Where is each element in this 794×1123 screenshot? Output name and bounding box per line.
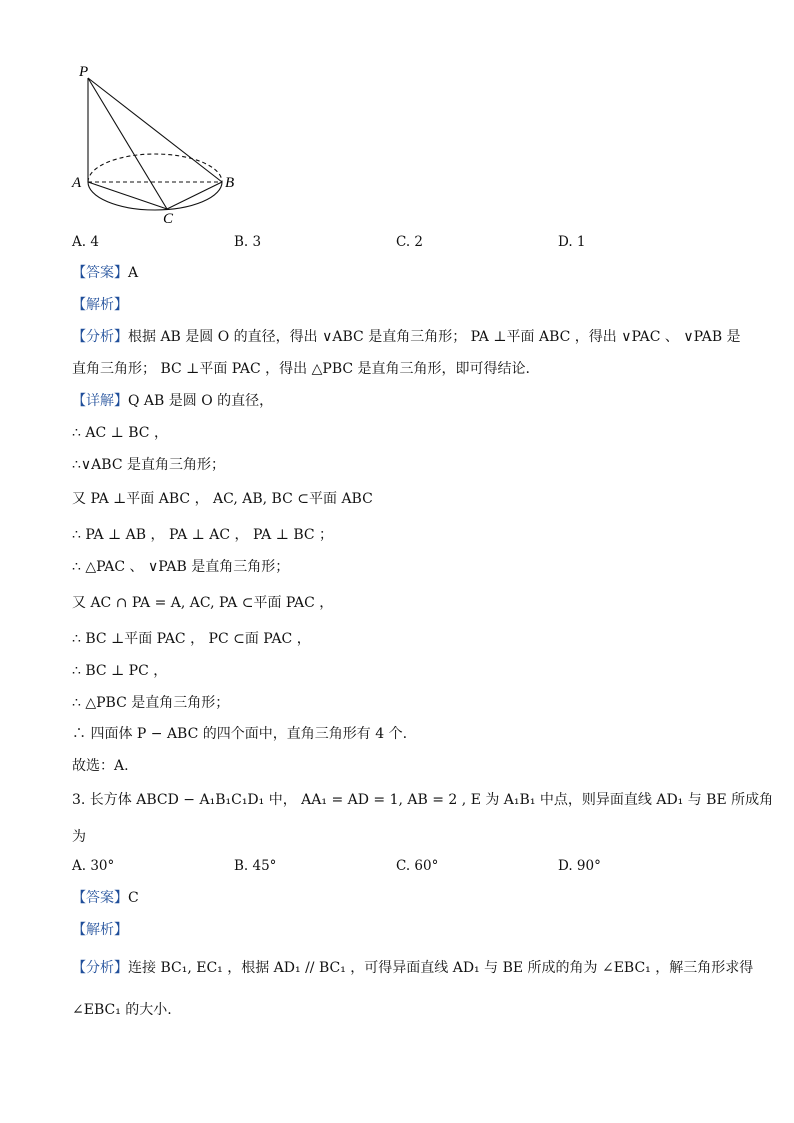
q2-fenxi-line2: 直角三角形； BC ⊥平面 PAC ，得出 △PBC 是直角三角形，即可得结论. <box>72 361 530 377</box>
q2-fenxi-line1 <box>72 327 741 347</box>
label-b: B <box>225 175 235 191</box>
q2-detail-line6: ∴ △PAC 、 ∨PAB 是直角三角形； <box>72 559 290 575</box>
fenxi-text: 连接 BC₁, EC₁ ，根据 AD₁ // BC₁ ，可得异面直线 AD₁ 与 BE 所成的角为 ∠EBC₁ ，解三角形求得 <box>128 960 754 976</box>
q3-stem-line2: 为 <box>72 829 86 845</box>
q3-analysis-tag: 【解析】 <box>72 922 128 938</box>
q3-option-d: D. 90° <box>558 858 601 874</box>
segment-pb <box>88 78 222 182</box>
q2-answer <box>72 263 138 283</box>
q3-option-b: B. 45° <box>234 858 277 874</box>
detail-text: Q AB 是圆 O 的直径， <box>128 393 274 409</box>
q2-detail-line8: ∴ BC ⊥平面 PAC ， PC ⊂面 PAC ， <box>72 631 311 647</box>
q2-option-c: C. 2 <box>396 234 424 250</box>
fenxi-tag: 【分析】 <box>72 329 128 345</box>
pyramid-figure <box>70 60 250 230</box>
q3-option-c: C. 60° <box>396 858 439 874</box>
label-p: P <box>79 64 89 80</box>
label-c: C <box>163 211 174 227</box>
answer-tag: 【答案】 <box>72 890 128 906</box>
fenxi-text: 根据 AB 是圆 O 的直径，得出 ∨ABC 是直角三角形； PA ⊥平面 ABC ，得出 ∨PAC 、 ∨PAB 是 <box>128 329 741 345</box>
q2-detail-line12: 故选：A. <box>72 758 129 774</box>
q2-analysis-tag: 【解析】 <box>72 297 128 313</box>
q3-fenxi-line2: ∠EBC₁ 的大小. <box>72 1002 172 1018</box>
segment-pc <box>88 78 167 209</box>
answer-value: C <box>128 890 139 906</box>
label-a: A <box>72 175 82 191</box>
q2-option-a: A. 4 <box>72 234 99 250</box>
answer-tag: 【答案】 <box>72 265 128 281</box>
q2-detail-line7: 又 AC ∩ PA = A, AC, PA ⊂平面 PAC ， <box>72 595 334 611</box>
q2-detail-line5: ∴ PA ⊥ AB ， PA ⊥ AC ， PA ⊥ BC ； <box>72 527 334 543</box>
q2-detail-line9: ∴ BC ⊥ PC ， <box>72 663 168 679</box>
segment-ac <box>88 182 167 209</box>
base-ellipse-front <box>88 182 222 210</box>
q3-answer <box>72 888 139 908</box>
q2-detail-line1 <box>72 391 273 411</box>
q2-option-d: D. 1 <box>558 234 586 250</box>
q3-option-a: A. 30° <box>72 858 115 874</box>
q2-detail-line11: ∴ 四面体 P − ABC 的四个面中，直角三角形有 4 个. <box>72 726 408 742</box>
detail-tag: 【详解】 <box>72 393 128 409</box>
answer-value: A <box>128 265 139 281</box>
q2-detail-line2: ∴ AC ⊥ BC ， <box>72 425 168 441</box>
q2-option-b: B. 3 <box>234 234 262 250</box>
q3-fenxi-line1 <box>72 958 753 978</box>
q2-detail-line4: 又 PA ⊥平面 ABC ， AC, AB, BC ⊂平面 ABC <box>72 491 373 507</box>
fenxi-tag: 【分析】 <box>72 960 128 976</box>
q2-detail-line3: ∴∨ABC 是直角三角形； <box>72 457 225 473</box>
base-ellipse-back <box>88 154 222 182</box>
q3-stem-line1: 3. 长方体 ABCD − A₁B₁C₁D₁ 中， AA₁ = AD = 1, AB = 2 , E 为 A₁B₁ 中点，则异面直线 AD₁ 与 BE 所成角 <box>72 792 774 808</box>
q2-detail-line10: ∴ △PBC 是直角三角形； <box>72 695 230 711</box>
